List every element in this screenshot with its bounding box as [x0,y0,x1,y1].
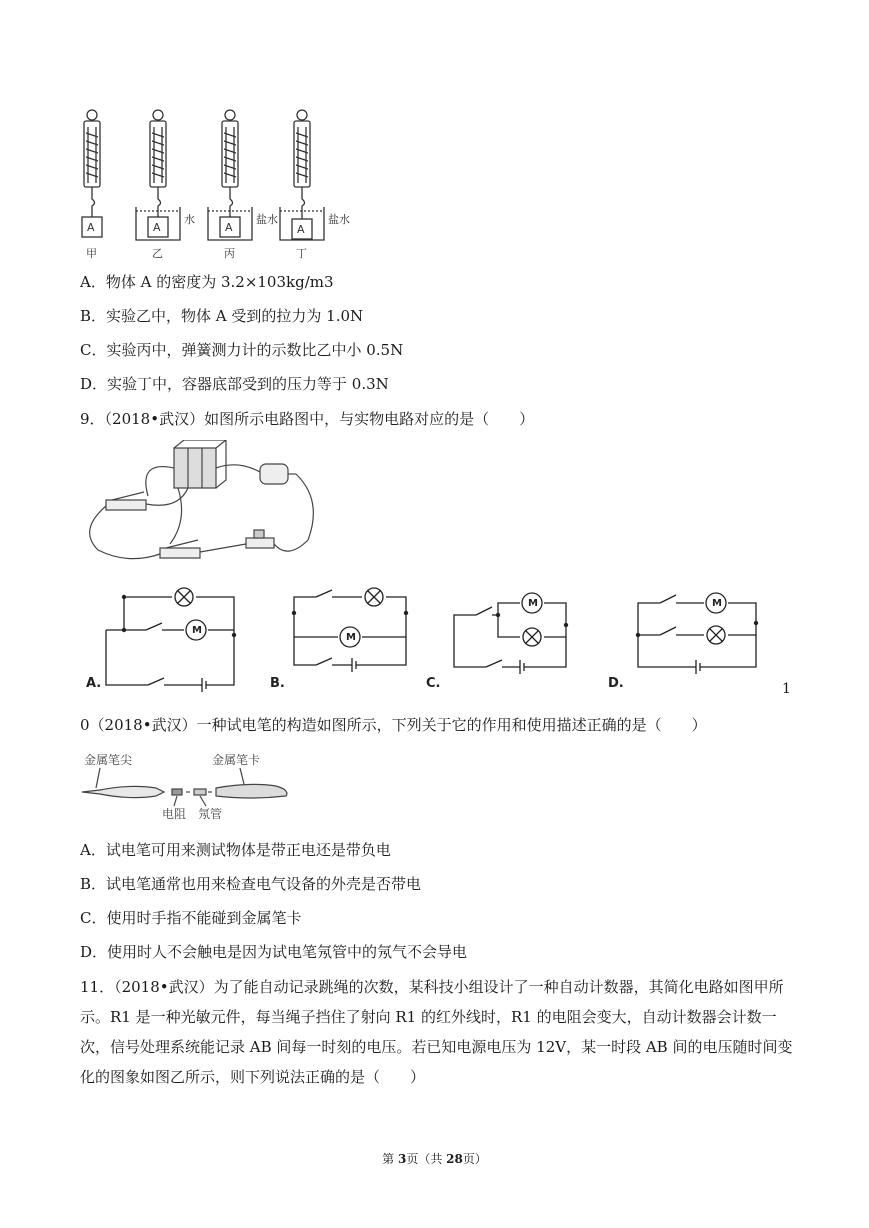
choice-label-a: A. [86,676,102,691]
circuit-d [638,593,756,674]
page-footer: 第 3页（共 28页） [382,1152,487,1166]
motor-icon [260,464,296,484]
figure-label-jia: 甲 [86,247,97,260]
label-resistor: 电阻 [162,807,187,820]
circuit-c [454,593,566,674]
svg-text:A: A [225,221,233,234]
physical-circuit-figure [78,440,338,575]
motor-symbol-d: M [712,598,722,609]
q8-option-d: D．实验丁中，容器底部受到的压力等于 0.3N [80,375,389,393]
battery-icon [174,440,226,488]
lamp-holder-icon [246,530,274,548]
label-neon-tube: 氖管 [198,807,223,820]
liquid-label-water: 水 [184,213,195,226]
wire [146,467,174,496]
spring-scale-figure [70,105,370,260]
neon-tube-icon [194,789,206,795]
svg-text:A: A [297,223,305,236]
circuit-a [106,588,234,692]
liquid-label-brine-2: 盐水 [328,213,350,226]
q9-stem: 9．（2018•武汉）如图所示电路图中，与实物电路对应的是（ ） [80,410,535,428]
q10-stem: 0（2018•武汉）一种试电笔的构造如图所示，下列关于它的作用和使用描述正确的是（ ） [80,716,707,734]
q11-stem: 11．（2018•武汉）为了能自动记录跳绳的次数，某科技小组设计了一种自动计数器，其简化电路如图甲所示。R1 是一种光敏元件，每当绳子挡住了射向 R1 的红外线时，R1 的电阻会变大，自动计数器会计数一次，信号处理系统能记录 AB 间每一时刻的电压。若已知电源电压为 12V，某一时段 AB 间的电压随时间变化的图象如图乙所示，则下列说法正确的是（ ） [80,978,793,1086]
pen-tip-icon [82,786,164,797]
switch-1-icon [106,492,146,510]
total-pages: 28 [446,1152,463,1166]
motor-symbol-c: M [528,598,538,609]
q10-option-c: C．使用时手指不能碰到金属笔卡 [80,909,302,927]
label-metal-tip: 金属笔尖 [84,753,133,767]
q10-option-d: D．使用时人不会触电是因为试电笔氖管中的氖气不会导电 [80,943,468,961]
block-a-label: A [87,221,95,234]
motor-symbol-a: M [192,625,202,636]
motor-symbol-b: M [346,632,356,643]
figure-label-ding: 丁 [296,247,307,260]
q10-option-b: B．试电笔通常也用来检查电气设备的外壳是否带电 [80,875,422,893]
pen-clip-icon [216,784,287,798]
q8-option-b: B．实验乙中，物体 A 受到的拉力为 1.0N [80,307,364,325]
current-page: 3 [397,1152,407,1166]
spring-scale-4 [280,110,324,240]
svg-text:A: A [153,221,161,234]
q10-option-a: A．试电笔可用来测试物体是带正电还是带负电 [80,841,391,859]
q8-option-a: A．物体 A 的密度为 3.2×103kg/m3 [80,273,334,291]
test-pen-figure [80,750,300,820]
q8-option-c: C．实验丙中，弹簧测力计的示数比乙中小 0.5N [80,341,404,359]
figure-label-yi: 乙 [152,247,163,260]
switch-2-icon [160,540,200,558]
circuit-options-figure [84,585,804,695]
liquid-label-brine-1: 盐水 [256,213,278,226]
choice-label-c: C. [426,676,441,691]
figure-label-bing: 丙 [224,247,235,260]
spring-scale-1 [82,110,102,237]
circuit-b [294,588,406,672]
choice-label-b: B. [270,676,285,691]
resistor-icon [172,789,182,795]
stray-page-number: 1 [782,681,791,697]
choice-label-d: D. [608,676,624,691]
label-metal-clip: 金属笔卡 [212,753,261,767]
